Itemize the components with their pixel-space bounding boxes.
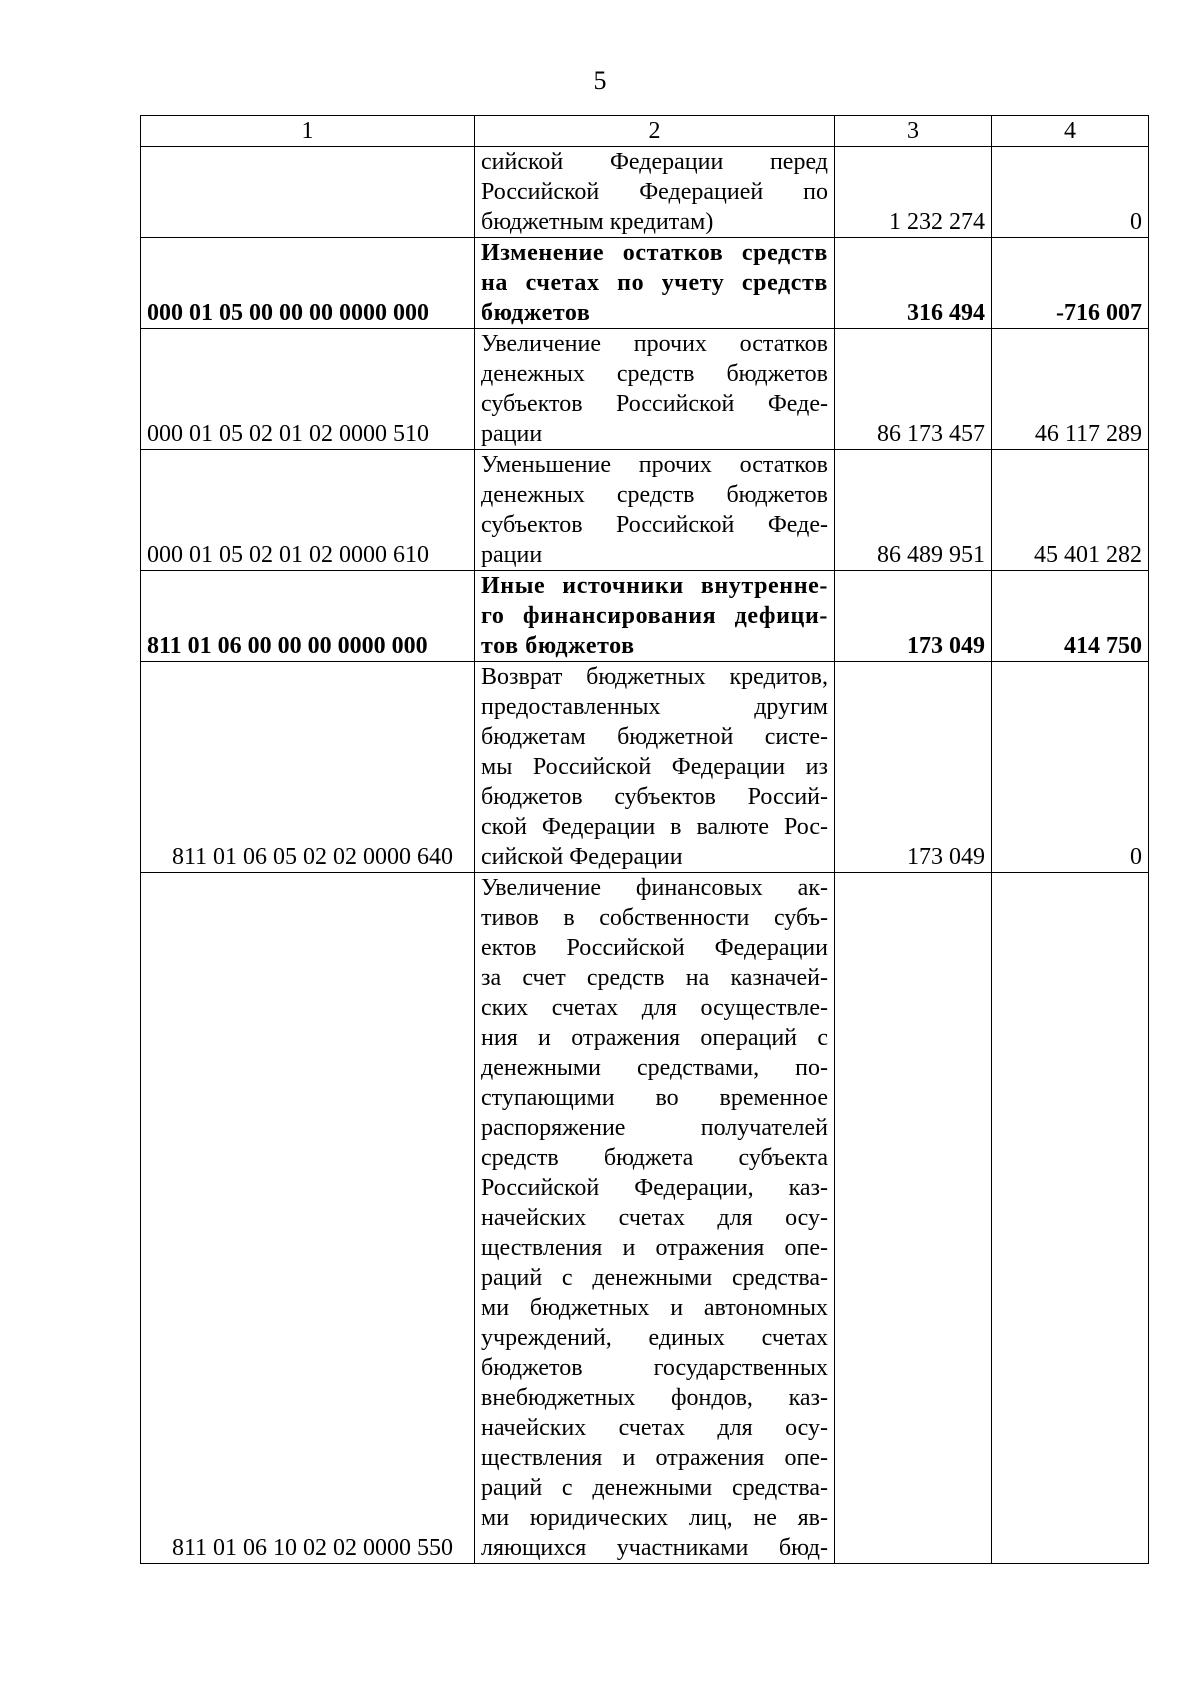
row-name-line: субъектов Российской Феде- <box>481 391 828 417</box>
row-code: 811 01 06 00 00 00 0000 000 <box>141 571 475 662</box>
row-name-line: начейских счетах для осу- <box>481 1205 828 1231</box>
row-name-line: ляющихся участниками бюд- <box>481 1535 828 1561</box>
row-name-line: бюджетным кредитам) <box>481 209 714 235</box>
column-header-4: 4 <box>992 116 1149 147</box>
row-code: 000 01 05 02 01 02 0000 610 <box>141 450 475 571</box>
row-col4-value: 0 <box>992 662 1149 873</box>
row-name-line: ми бюджетных и автономных <box>481 1295 828 1321</box>
row-name-line: денежными средствами, по- <box>481 1055 828 1081</box>
row-name-line: рации <box>481 421 543 447</box>
row-name-line: учреждений, единых счетах <box>481 1325 828 1351</box>
row-name-line: Увеличение прочих остатков <box>481 331 828 357</box>
row-name-line: ществления и отражения опе- <box>481 1235 828 1261</box>
row-col4-value <box>992 873 1149 1564</box>
row-name-line: тивов в собственности субъ- <box>481 905 828 931</box>
row-name-line: тов бюджетов <box>481 633 635 659</box>
table-row <box>141 662 1149 873</box>
row-name-line: мы Российской Федерации из <box>481 754 828 780</box>
table-row <box>141 450 1149 571</box>
budget-sources-table <box>140 115 1149 1564</box>
row-name-line: ских счетах для осуществле- <box>481 995 828 1021</box>
row-name <box>475 873 835 1564</box>
row-col3-value: 86 489 951 <box>835 450 992 571</box>
table-row <box>141 147 1149 238</box>
row-col4-value: 46 117 289 <box>992 329 1149 450</box>
column-header-2: 2 <box>475 116 835 147</box>
row-name-line: Увеличение финансовых ак- <box>481 875 828 901</box>
row-name-line: ми юридических лиц, не яв- <box>481 1505 828 1531</box>
row-name <box>475 450 835 571</box>
row-name-line: бюджетов субъектов Россий- <box>481 784 828 810</box>
row-name-line: ществления и отражения опе- <box>481 1445 828 1471</box>
row-name-line: Возврат бюджетных кредитов, <box>481 664 828 690</box>
table-header-row <box>141 116 1149 147</box>
row-col4-value: 0 <box>992 147 1149 238</box>
row-name-line: внебюджетных фондов, каз- <box>481 1385 828 1411</box>
row-name-line: средств бюджета субъекта <box>481 1145 828 1171</box>
row-code <box>141 147 475 238</box>
row-name-line: ния и отражения операций с <box>481 1025 828 1051</box>
row-name <box>475 238 835 329</box>
row-name-line: го финансирования дефици- <box>481 603 828 629</box>
row-col3-value: 173 049 <box>835 571 992 662</box>
table-row <box>141 873 1149 1564</box>
row-code: 000 01 05 02 01 02 0000 510 <box>141 329 475 450</box>
row-code: 811 01 06 10 02 02 0000 550 <box>141 873 475 1564</box>
row-name-line: Российской Федерацией по <box>481 179 828 205</box>
row-name-line: бюджетов государственных <box>481 1355 828 1381</box>
row-col3-value <box>835 873 992 1564</box>
column-header-1: 1 <box>141 116 475 147</box>
row-name-line: сийской Федерации перед <box>481 149 828 175</box>
row-name <box>475 329 835 450</box>
row-code: 000 01 05 00 00 00 0000 000 <box>141 238 475 329</box>
row-name-line: Уменьшение прочих остатков <box>481 452 828 478</box>
row-name-line: на счетах по учету средств <box>481 270 828 296</box>
row-name-line: бюджетов <box>481 300 591 326</box>
table-row-summary <box>141 571 1149 662</box>
row-col3-value: 1 232 274 <box>835 147 992 238</box>
row-name-line: Изменение остатков средств <box>481 240 828 266</box>
row-name-line: сийской Федерации <box>481 844 683 870</box>
row-col4-value: 45 401 282 <box>992 450 1149 571</box>
row-col4-value: -716 007 <box>992 238 1149 329</box>
table-row-summary <box>141 238 1149 329</box>
row-name <box>475 662 835 873</box>
row-name-line: субъектов Российской Феде- <box>481 512 828 538</box>
row-name-line: рации <box>481 542 543 568</box>
row-col3-value: 173 049 <box>835 662 992 873</box>
table-row <box>141 329 1149 450</box>
row-name-line: начейских счетах для осу- <box>481 1415 828 1441</box>
row-name-line: за счет средств на казначей- <box>481 965 828 991</box>
row-col3-value: 86 173 457 <box>835 329 992 450</box>
row-name-line: бюджетам бюджетной систе- <box>481 724 828 750</box>
row-code: 811 01 06 05 02 02 0000 640 <box>141 662 475 873</box>
row-name-line: раций с денежными средства- <box>481 1265 828 1291</box>
row-name-line: Российской Федерации, каз- <box>481 1175 828 1201</box>
row-name-line: денежных средств бюджетов <box>481 361 828 387</box>
column-header-3: 3 <box>835 116 992 147</box>
page-number: 5 <box>593 66 607 95</box>
row-name <box>475 571 835 662</box>
row-name-line: ступающими во временное <box>481 1085 828 1111</box>
row-name-line: предоставленных другим <box>481 694 828 720</box>
row-col3-value: 316 494 <box>835 238 992 329</box>
row-name-line: денежных средств бюджетов <box>481 482 828 508</box>
row-name-line: Иные источники внутренне- <box>481 573 828 599</box>
row-name-line: ектов Российской Федерации <box>481 935 828 961</box>
row-col4-value: 414 750 <box>992 571 1149 662</box>
row-name-line: раций с денежными средства- <box>481 1475 828 1501</box>
row-name <box>475 147 835 238</box>
row-name-line: ской Федерации в валюте Рос- <box>481 814 828 840</box>
row-name-line: распоряжение получателей <box>481 1115 828 1141</box>
